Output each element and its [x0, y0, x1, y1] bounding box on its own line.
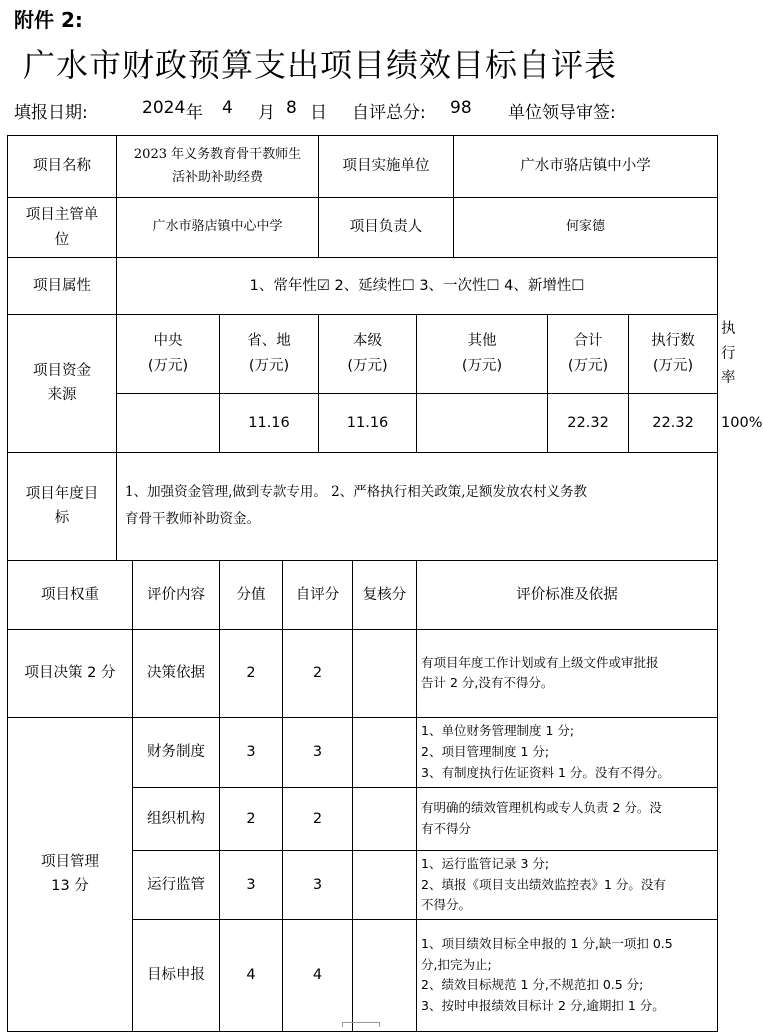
eval-header-content: 评价内容 — [133, 560, 220, 629]
fill-info-row — [14, 98, 719, 126]
fill-day: 8 — [286, 98, 297, 118]
page-title: 广水市财政预算支出项目绩效目标自评表 — [22, 46, 617, 84]
value-cell: 2 — [220, 629, 283, 717]
weight-decision: 项目决策 2 分 — [8, 629, 133, 717]
content-cell: 组织机构 — [133, 787, 220, 850]
goal-label: 项目年度目 标 — [8, 452, 117, 560]
fill-year: 2024 — [142, 98, 186, 118]
eval-header-row — [8, 560, 718, 629]
criteria-cell: 1、单位财务管理制度 1 分; 2、项目管理制度 1 分; 3、有制度执行佐证资料 1 分。没有不得分。 — [417, 717, 718, 787]
fill-date-label: 填报日期: — [14, 103, 88, 123]
value-cell: 3 — [220, 717, 283, 787]
content-cell: 财务制度 — [133, 717, 220, 787]
self-score-cell: 2 — [283, 787, 353, 850]
funds-value-executed: 22.32 — [629, 393, 718, 452]
criteria-cell: 有项目年度工作计划或有上级文件或审批报 告计 2 分,没有不得分。 — [417, 629, 718, 717]
attribute-value: 1、常年性☑ 2、延续性☐ 3、一次性☐ 4、新增性☐ — [117, 258, 718, 315]
page-edge-mark — [342, 1022, 380, 1027]
fill-day-unit: 日 — [310, 103, 327, 123]
project-name-row — [8, 136, 718, 198]
manager-label: 项目主管单 位 — [8, 198, 117, 258]
impl-unit-value: 广水市骆店镇中小学 — [454, 136, 718, 198]
value-cell: 3 — [220, 850, 283, 919]
owner-label: 项目负责人 — [319, 198, 454, 258]
funds-label: 项目资金 来源 — [8, 315, 117, 453]
self-score-value: 98 — [450, 98, 472, 118]
value-cell: 4 — [220, 919, 283, 1031]
manager-value: 广水市骆店镇中心中学 — [117, 198, 319, 258]
self-score-cell: 4 — [283, 919, 353, 1031]
funds-header-central: 中央 (万元) — [117, 315, 220, 394]
project-name-label: 项目名称 — [8, 136, 117, 198]
review-score-cell — [353, 919, 417, 1031]
evaluation-table — [7, 135, 763, 1032]
self-score-cell: 2 — [283, 629, 353, 717]
goal-row — [8, 452, 718, 560]
fill-month: 4 — [222, 98, 233, 118]
table-row — [8, 629, 718, 717]
funds-value-local: 11.16 — [319, 393, 417, 452]
funds-header-executed: 执行数 (万元) — [629, 315, 718, 394]
manager-row — [8, 198, 718, 258]
eval-header-review: 复核分 — [353, 560, 417, 629]
content-cell: 目标申报 — [133, 919, 220, 1031]
weight-management: 项目管理 13 分 — [8, 717, 133, 1031]
owner-value: 何家德 — [454, 198, 718, 258]
funds-header-local: 本级 (万元) — [319, 315, 417, 394]
funds-values-row: 11.16 11.16 22.32 22.32 100% — [8, 393, 718, 452]
criteria-cell: 1、项目绩效目标全申报的 1 分,缺一项扣 0.5 分,扣完为止; 2、绩效目标规范 1 分,不规范扣 0.5 分; 3、按时申报绩效目标计 2 分,逾期扣 1 分。 — [417, 919, 718, 1031]
fill-year-unit: 年 — [186, 103, 203, 123]
goal-text: 1、加强资金管理,做到专款专用。 2、严格执行相关政策,足额发放农村义务教 育骨干教师补助资金。 — [117, 452, 718, 560]
self-score-label: 自评总分: — [352, 103, 426, 123]
attribute-label: 项目属性 — [8, 258, 117, 315]
criteria-cell: 1、运行监管记录 3 分; 2、填报《项目支出绩效监控表》1 分。没有 不得分。 — [417, 850, 718, 919]
eval-header-weight: 项目权重 — [8, 560, 133, 629]
criteria-cell: 有明确的绩效管理机构或专人负责 2 分。没 有不得分 — [417, 787, 718, 850]
value-cell: 2 — [220, 787, 283, 850]
review-score-cell — [353, 850, 417, 919]
review-score-cell — [353, 629, 417, 717]
content-cell: 决策依据 — [133, 629, 220, 717]
review-score-cell — [353, 717, 417, 787]
attachment-label: 附件 2: — [14, 8, 83, 32]
funds-value-province: 11.16 — [220, 393, 319, 452]
table-row — [8, 717, 718, 787]
funds-header-row: 项目资金 来源 中央 (万元) 省、地 (万元) 本级 (万元) 其他 (万元) 合计 (万元) 执行数 (万元) 执行 率 — [8, 315, 718, 394]
content-cell: 运行监管 — [133, 850, 220, 919]
self-score-cell: 3 — [283, 850, 353, 919]
impl-unit-label: 项目实施单位 — [319, 136, 454, 198]
funds-header-total: 合计 (万元) — [548, 315, 629, 394]
project-name-value: 2023 年义务教育骨干教师生 活补助补助经费 — [117, 136, 319, 198]
eval-header-value: 分值 — [220, 560, 283, 629]
funds-header-province: 省、地 (万元) — [220, 315, 319, 394]
eval-header-self: 自评分 — [283, 560, 353, 629]
funds-value-total: 22.32 — [548, 393, 629, 452]
eval-header-criteria: 评价标准及依据 — [417, 560, 718, 629]
attribute-row — [8, 258, 718, 315]
leader-sign-label: 单位领导审签: — [508, 103, 616, 123]
funds-value-other — [417, 393, 548, 452]
funds-header-other: 其他 (万元) — [417, 315, 548, 394]
self-score-cell: 3 — [283, 717, 353, 787]
review-score-cell — [353, 787, 417, 850]
funds-value-central — [117, 393, 220, 452]
fill-month-unit: 月 — [258, 103, 275, 123]
